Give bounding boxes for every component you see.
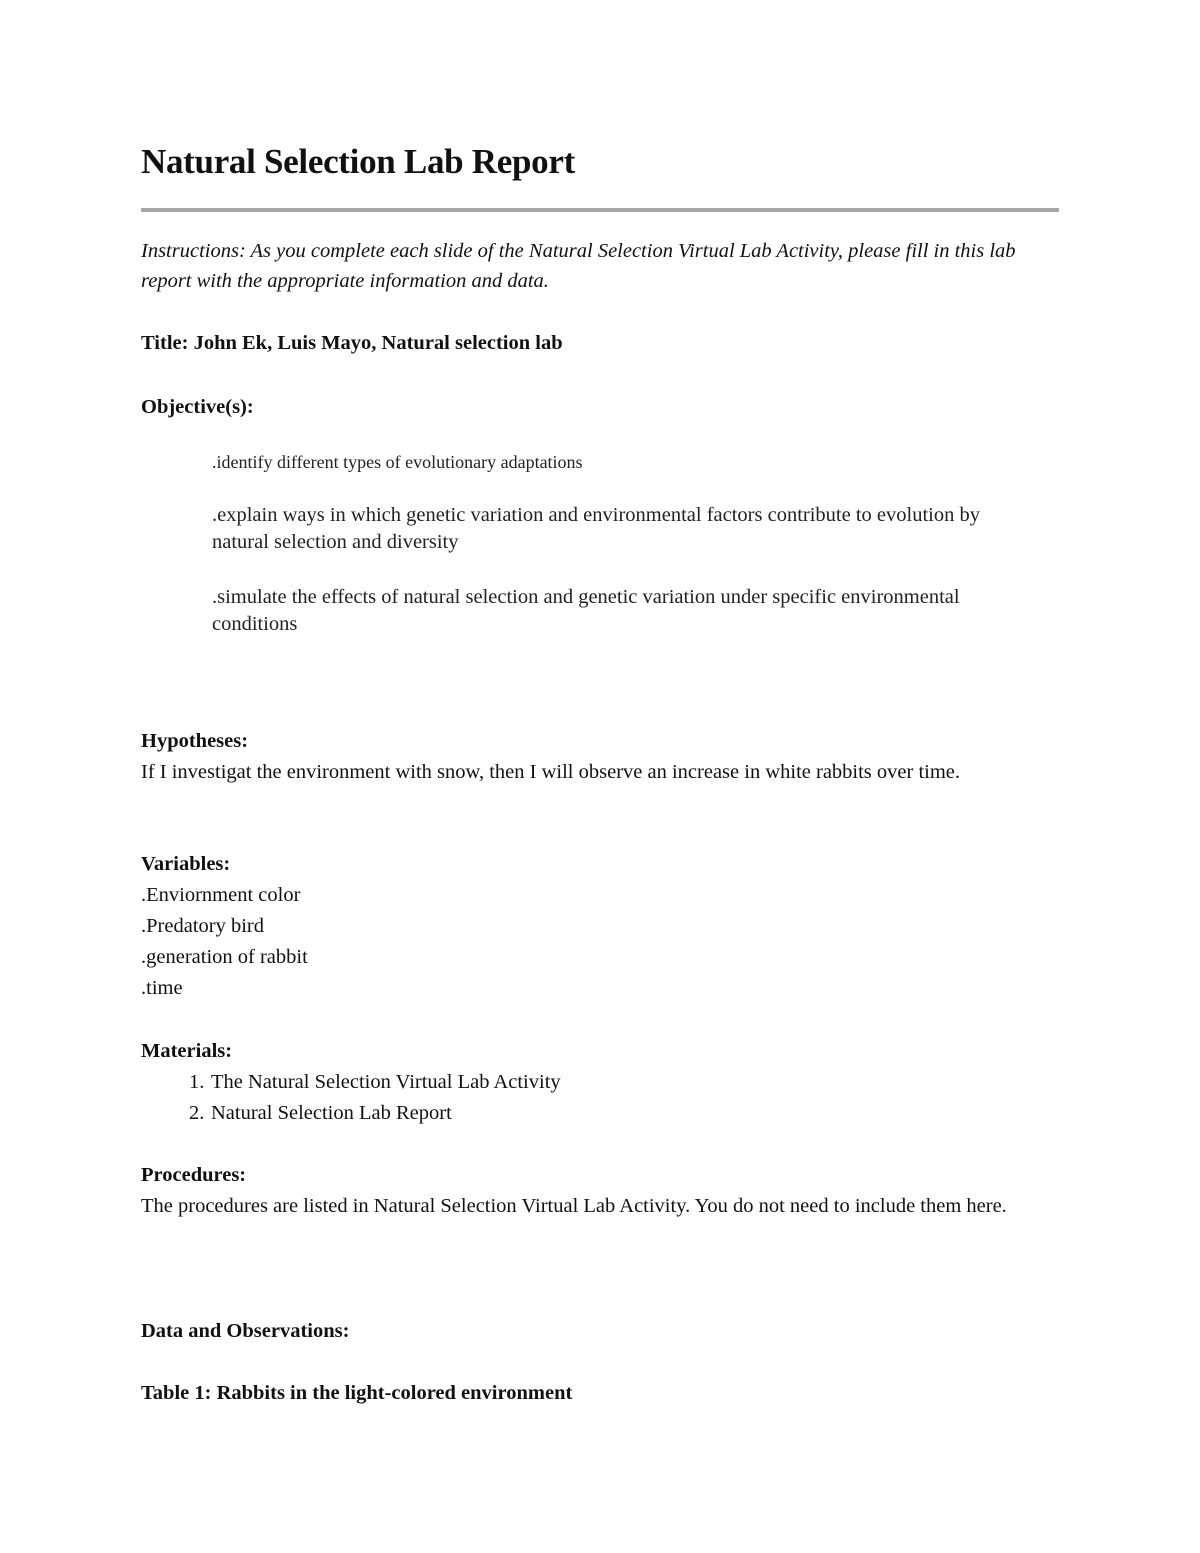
hypotheses-heading: Hypotheses: [141,730,249,752]
list-item [141,1067,1059,1098]
variable-item: .Enviornment color [141,884,301,906]
table1-caption: Table 1: Rabbits in the light-colored environment [141,1382,573,1404]
data-observations-heading: Data and Observations: [141,1320,350,1342]
list-number: 1. [189,1071,205,1093]
objective-item: .simulate the effects of natural selection and genetic variation under specific environmental conditions [212,586,960,635]
instructions-text: Instructions: As you complete each slide of the Natural Selection Virtual Lab Activity, please fill in this lab report with the appropriate information and data. [141,240,1016,292]
page-title: Natural Selection Lab Report [141,142,575,181]
materials-list [141,1067,1059,1129]
title-line: Title: John Ek, Luis Mayo, Natural selection lab [141,332,563,354]
materials-heading: Materials: [141,1040,233,1062]
list-item [141,1098,1059,1129]
material-item: Natural Selection Lab Report [211,1102,452,1124]
variables-heading: Variables: [141,853,231,875]
material-item: The Natural Selection Virtual Lab Activity [211,1071,561,1093]
hypotheses-text: If I investigat the environment with snow, then I will observe an increase in white rabbits over time. [141,761,961,783]
procedures-section [141,1160,1059,1222]
objective-item: .explain ways in which genetic variation and environmental factors contribute to evolution by natural selection and diversity [212,504,980,553]
objectives-heading: Objective(s): [141,396,254,418]
title-divider [141,208,1059,212]
procedures-heading: Procedures: [141,1164,247,1186]
hypotheses-section [141,726,1059,788]
objective-item: .identify different types of evolutionary adaptations [212,452,583,472]
variable-item: .generation of rabbit [141,946,308,968]
materials-section [141,1036,1059,1129]
procedures-text: The procedures are listed in Natural Selection Virtual Lab Activity. You do not need to include them here. [141,1195,1007,1217]
list-number: 2. [189,1102,205,1124]
variable-item: .Predatory bird [141,915,264,937]
objectives-list [212,449,1012,666]
variable-item: .time [141,977,183,999]
variables-section [141,849,1059,1004]
